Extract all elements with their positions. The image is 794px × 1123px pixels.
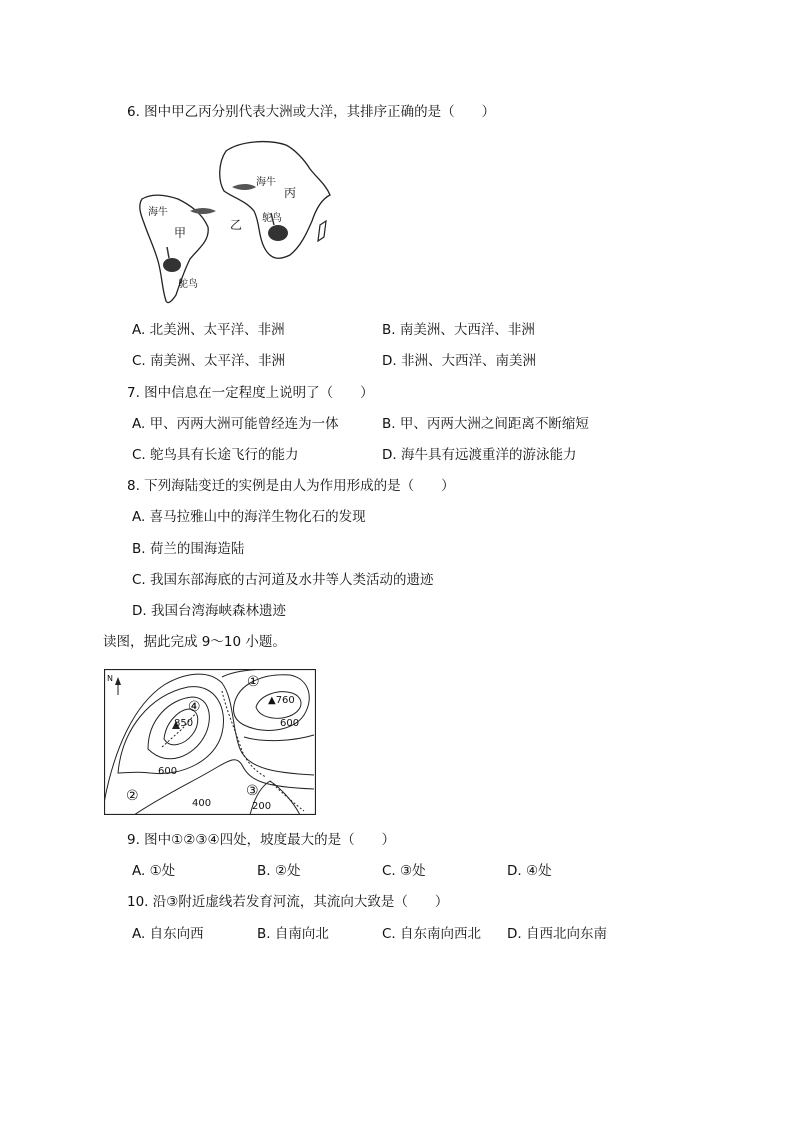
label-ostrich-right: 鸵鸟 [262,213,282,224]
contour-600-right-label: 600 [280,718,300,729]
question-6-stem: 6. 图中甲乙丙分别代表大洲或大洋，其排序正确的是（ ） [127,104,496,120]
question-8-stem: 8. 下列海陆变迁的实例是由人为作用形成的是（ ） [127,478,455,494]
q9-option-b[interactable]: B. ②处 [257,863,301,879]
q7-option-c[interactable]: C. 鸵鸟具有长途飞行的能力 [132,447,299,463]
q8-option-d[interactable]: D. 我国台湾海峡森林遗迹 [132,603,286,619]
question-7-stem: 7. 图中信息在一定程度上说明了（ ） [127,385,374,401]
label-ostrich-left: 鸵鸟 [178,279,198,290]
label-yi: 乙 [230,218,243,232]
q6-option-d[interactable]: D. 非洲、大西洋、南美洲 [382,353,536,369]
q6-option-b[interactable]: B. 南美洲、大西洋、非洲 [382,322,535,338]
section-intro: 读图，据此完成 9～10 小题。 [103,634,286,650]
q7-option-d[interactable]: D. 海牛具有远渡重洋的游泳能力 [382,447,577,463]
contour-200-label: 200 [252,801,272,812]
point-4-label: ④ [188,699,201,715]
label-bing: 丙 [284,186,297,200]
q10-option-a[interactable]: A. 自东向西 [132,926,204,942]
point-2-label: ② [126,788,139,804]
label-manatee-left: 海牛 [148,207,168,218]
q9-option-c[interactable]: C. ③处 [382,863,426,879]
q7-option-b[interactable]: B. 甲、丙两大洲之间距离不断缩短 [382,416,589,432]
contour-400-label: 400 [192,798,212,809]
q8-option-b[interactable]: B. 荷兰的围海造陆 [132,541,245,557]
q10-option-b[interactable]: B. 自南向北 [257,926,329,942]
africa-outline [220,142,330,259]
contour-600-left-label: 600 [158,766,178,777]
question-10-stem: 10. 沿③附近虚线若发育河流，其流向大致是（ ） [127,894,449,910]
contour-760-label: ▲760 [268,695,295,706]
q9-option-a[interactable]: A. ①处 [132,863,176,879]
madagascar-outline [318,221,326,241]
label-jia: 甲 [174,226,187,240]
point-1-label: ① [247,674,260,690]
contour-map [104,669,316,815]
question-9-stem: 9. 图中①②③④四处，坡度最大的是（ ） [127,832,396,848]
q9-option-d[interactable]: D. ④处 [507,863,552,879]
north-label: N [107,674,113,683]
q10-option-d[interactable]: D. 自西北向东南 [507,926,607,942]
q10-option-c[interactable]: C. 自东南向西北 [382,926,482,942]
q6-option-c[interactable]: C. 南美洲、太平洋、非洲 [132,353,286,369]
continent-map [128,137,348,309]
q6-option-a[interactable]: A. 北美洲、太平洋、非洲 [132,322,285,338]
label-manatee-right: 海牛 [256,177,276,188]
contour-850-label: 850 [174,718,194,729]
q8-option-a[interactable]: A. 喜马拉雅山中的海洋生物化石的发现 [132,509,366,525]
q7-option-a[interactable]: A. 甲、丙两大洲可能曾经连为一体 [132,416,339,432]
q8-option-c[interactable]: C. 我国东部海底的古河道及水井等人类活动的遗迹 [132,572,434,588]
point-3-label: ③ [246,783,259,799]
